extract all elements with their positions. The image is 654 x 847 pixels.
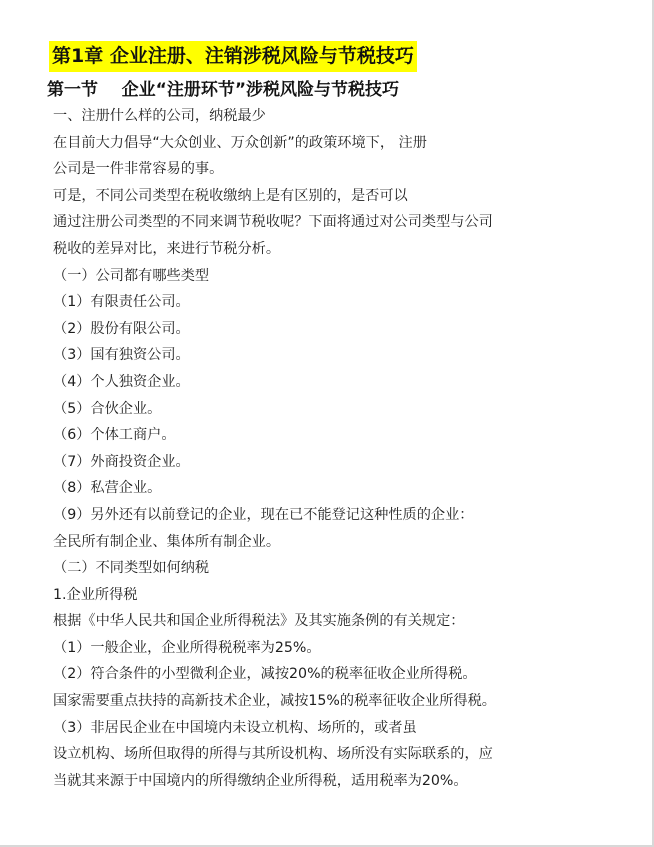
text-line: （3）国有独资公司。 — [53, 347, 190, 364]
text-line: （1）有限责任公司。 — [53, 294, 190, 311]
text-line: （2）符合条件的小型微利企业，减按20%的税率征收企业所得税。 — [53, 666, 477, 683]
text-line: 设立机构、场所但取得的所得与其所设机构、场所没有实际联系的，应 — [53, 746, 493, 763]
text-line: （3）非居民企业在中国境内未设立机构、场所的，或者虽 — [53, 719, 417, 736]
text-line: （5）合伙企业。 — [53, 400, 162, 417]
text-line: （6）个体工商户。 — [53, 427, 176, 444]
text-line: 全民所有制企业、集体所有制企业。 — [53, 533, 281, 550]
text-line: （二）不同类型如何纳税 — [53, 560, 210, 577]
text-line: （2）股份有限公司。 — [53, 320, 190, 337]
text-line: 国家需要重点扶持的高新技术企业，减按15%的税率征收企业所得税。 — [53, 693, 496, 710]
text-line: （9）另外还有以前登记的企业，现在已不能登记这种性质的企业： — [53, 506, 474, 523]
text-line: （7）外商投资企业。 — [53, 453, 190, 470]
text-line: （一）公司都有哪些类型 — [53, 267, 210, 284]
text-line: 在目前大力倡导“大众创业、万众创新”的政策环境下， 注册 — [53, 134, 427, 151]
text-line: 当就其来源于中国境内的所得缴纳企业所得税，适用税率为20%。 — [53, 772, 468, 789]
text-line: 公司是一件非常容易的事。 — [53, 161, 224, 178]
text-line: 1.企业所得税 — [53, 586, 138, 603]
text-line: 通过注册公司类型的不同来调节税收呢？下面将通过对公司类型与公司 — [53, 214, 493, 231]
body-text — [53, 103, 613, 794]
text-line: 可是，不同公司类型在税收缴纳上是有区别的，是否可以 — [53, 187, 408, 204]
chapter-title: 第1章 企业注册、注销涉税风险与节税技巧 — [49, 41, 417, 72]
text-line: （1）一般企业，企业所得税税率为25%。 — [53, 639, 321, 656]
text-line: （8）私营企业。 — [53, 480, 162, 497]
text-line: 根据《中华人民共和国企业所得税法》及其实施条例的有关规定： — [53, 613, 465, 630]
section-title: 第一节 企业“注册环节”涉税风险与节税技巧 — [47, 80, 400, 100]
text-line: （4）个人独资企业。 — [53, 373, 190, 390]
text-line: 税收的差异对比，来进行节税分析。 — [53, 240, 281, 257]
text-line: 一、注册什么样的公司，纳税最少 — [53, 108, 266, 124]
